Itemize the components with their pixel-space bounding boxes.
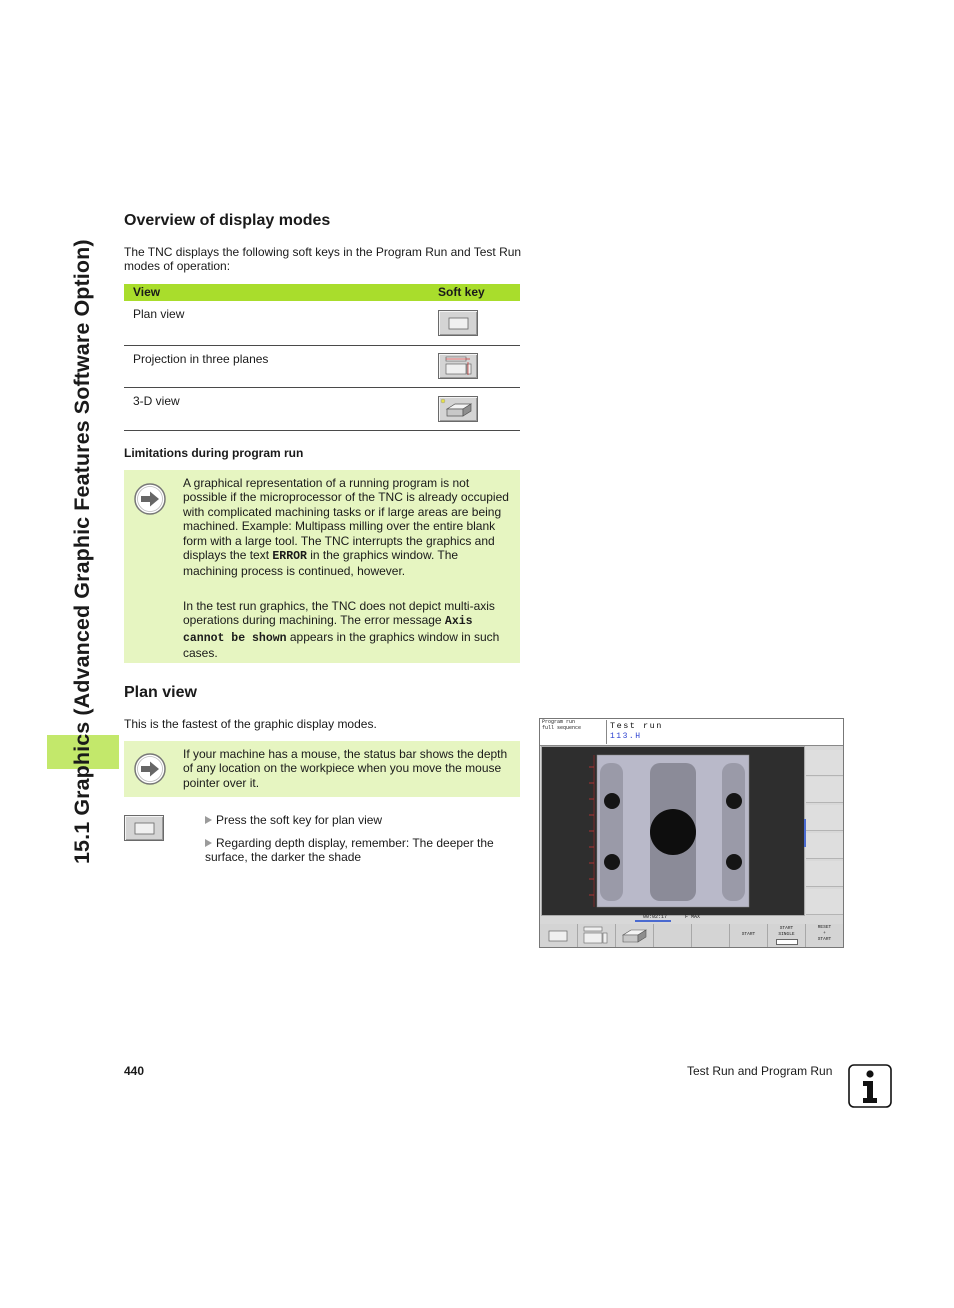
tnc-screenshot <box>539 718 844 948</box>
scroll-indicator <box>804 819 806 847</box>
3d-view-softkey <box>438 396 478 422</box>
softkey-start: START <box>730 924 768 947</box>
vertical-softkey <box>806 889 843 915</box>
graphics-window <box>541 746 805 916</box>
bullet-triangle-icon <box>205 816 212 824</box>
plan-view-icon <box>125 816 163 840</box>
mouse-note <box>124 741 520 797</box>
arrow-right-icon <box>134 483 166 515</box>
vertical-softkey <box>806 777 843 803</box>
table-row <box>124 388 520 431</box>
mouse-note-text: If your machine has a mouse, the status bar shows the depth of any location on the workpiece when you move the mouse pointer over it. <box>183 747 508 790</box>
chapter-side-title: 15.1 Graphics (Advanced Graphic Features Software Option) <box>70 239 94 864</box>
three-planes-icon <box>439 354 477 378</box>
info-icon <box>848 1064 892 1108</box>
table-row <box>124 301 520 346</box>
table-header <box>124 284 520 301</box>
row-label: Projection in three planes <box>133 352 269 366</box>
overview-heading: Overview of display modes <box>124 212 331 229</box>
machine-mode: Program run full sequence <box>541 720 607 744</box>
row-label: 3-D view <box>133 394 180 408</box>
vertical-softkey-bar <box>806 746 843 916</box>
softkey-plan-view <box>540 924 578 947</box>
plan-view-intro: This is the fastest of the graphic display modes. <box>124 717 377 731</box>
limitations-para-1: A graphical representation of a running program is not possible if the microprocessor of the TNC is already occupied with complicated machining tasks or if large areas are being machined. Example: Multipass milling over the entire blank form with a large tool. The TNC interrupts the graphics and displays the text ERROR in the graphics window. The machining process is continued, however. <box>183 476 509 579</box>
softkey-start-single: START SINGLE <box>768 924 806 947</box>
vertical-softkey <box>806 750 843 776</box>
vertical-softkey <box>806 805 843 831</box>
bullet-triangle-icon <box>205 839 212 847</box>
feed-rate: F MAX <box>685 914 701 920</box>
softkey-table <box>124 284 520 431</box>
run-time: 00:02:17 <box>643 914 668 920</box>
vertical-softkey <box>806 861 843 887</box>
plan-view-icon <box>439 311 477 335</box>
plan-view-softkey <box>438 310 478 336</box>
softkey-empty <box>654 924 692 947</box>
status-bar <box>540 915 843 923</box>
progress-bar <box>635 920 671 922</box>
col-view-header: View <box>133 285 161 299</box>
three-planes-softkey <box>438 353 478 379</box>
softkey-3d-view <box>616 924 654 947</box>
workpiece-plan-view <box>542 747 804 915</box>
softkey-reset-start: RESET + START <box>806 924 843 947</box>
page-number: 440 <box>124 1064 145 1078</box>
table-row <box>124 346 520 388</box>
arrow-right-icon <box>134 753 166 785</box>
limitations-note <box>124 470 520 663</box>
chapter-name: Test Run and Program Run <box>687 1064 833 1078</box>
bullet-press-softkey: Press the soft key for plan view <box>205 813 525 827</box>
screen-title: Test run <box>610 721 663 731</box>
col-softkey-header: Soft key <box>438 285 485 299</box>
plan-view-softkey-large <box>124 815 164 841</box>
overview-intro: The TNC displays the following soft keys in the Program Run and Test Run modes of operation: <box>124 245 522 274</box>
horizontal-softkey-bar <box>540 924 843 948</box>
single-block-icon <box>776 939 798 945</box>
program-file: 113.H <box>610 732 642 741</box>
3d-view-icon <box>439 397 477 421</box>
plan-view-heading: Plan view <box>124 684 197 701</box>
row-label: Plan view <box>133 307 185 321</box>
screen-header <box>540 719 843 746</box>
vertical-softkey <box>806 833 843 859</box>
limitations-para-2: In the test run graphics, the TNC does not depict multi-axis operations during machining. The error message Axis cannot be shown appears in the graphics window in such cases. <box>183 599 500 661</box>
bullet-depth-display: Regarding depth display, remember: The deeper the surface, the darker the shade <box>205 836 494 865</box>
softkey-empty <box>692 924 730 947</box>
limitations-heading: Limitations during program run <box>124 446 304 460</box>
softkey-three-planes <box>578 924 616 947</box>
